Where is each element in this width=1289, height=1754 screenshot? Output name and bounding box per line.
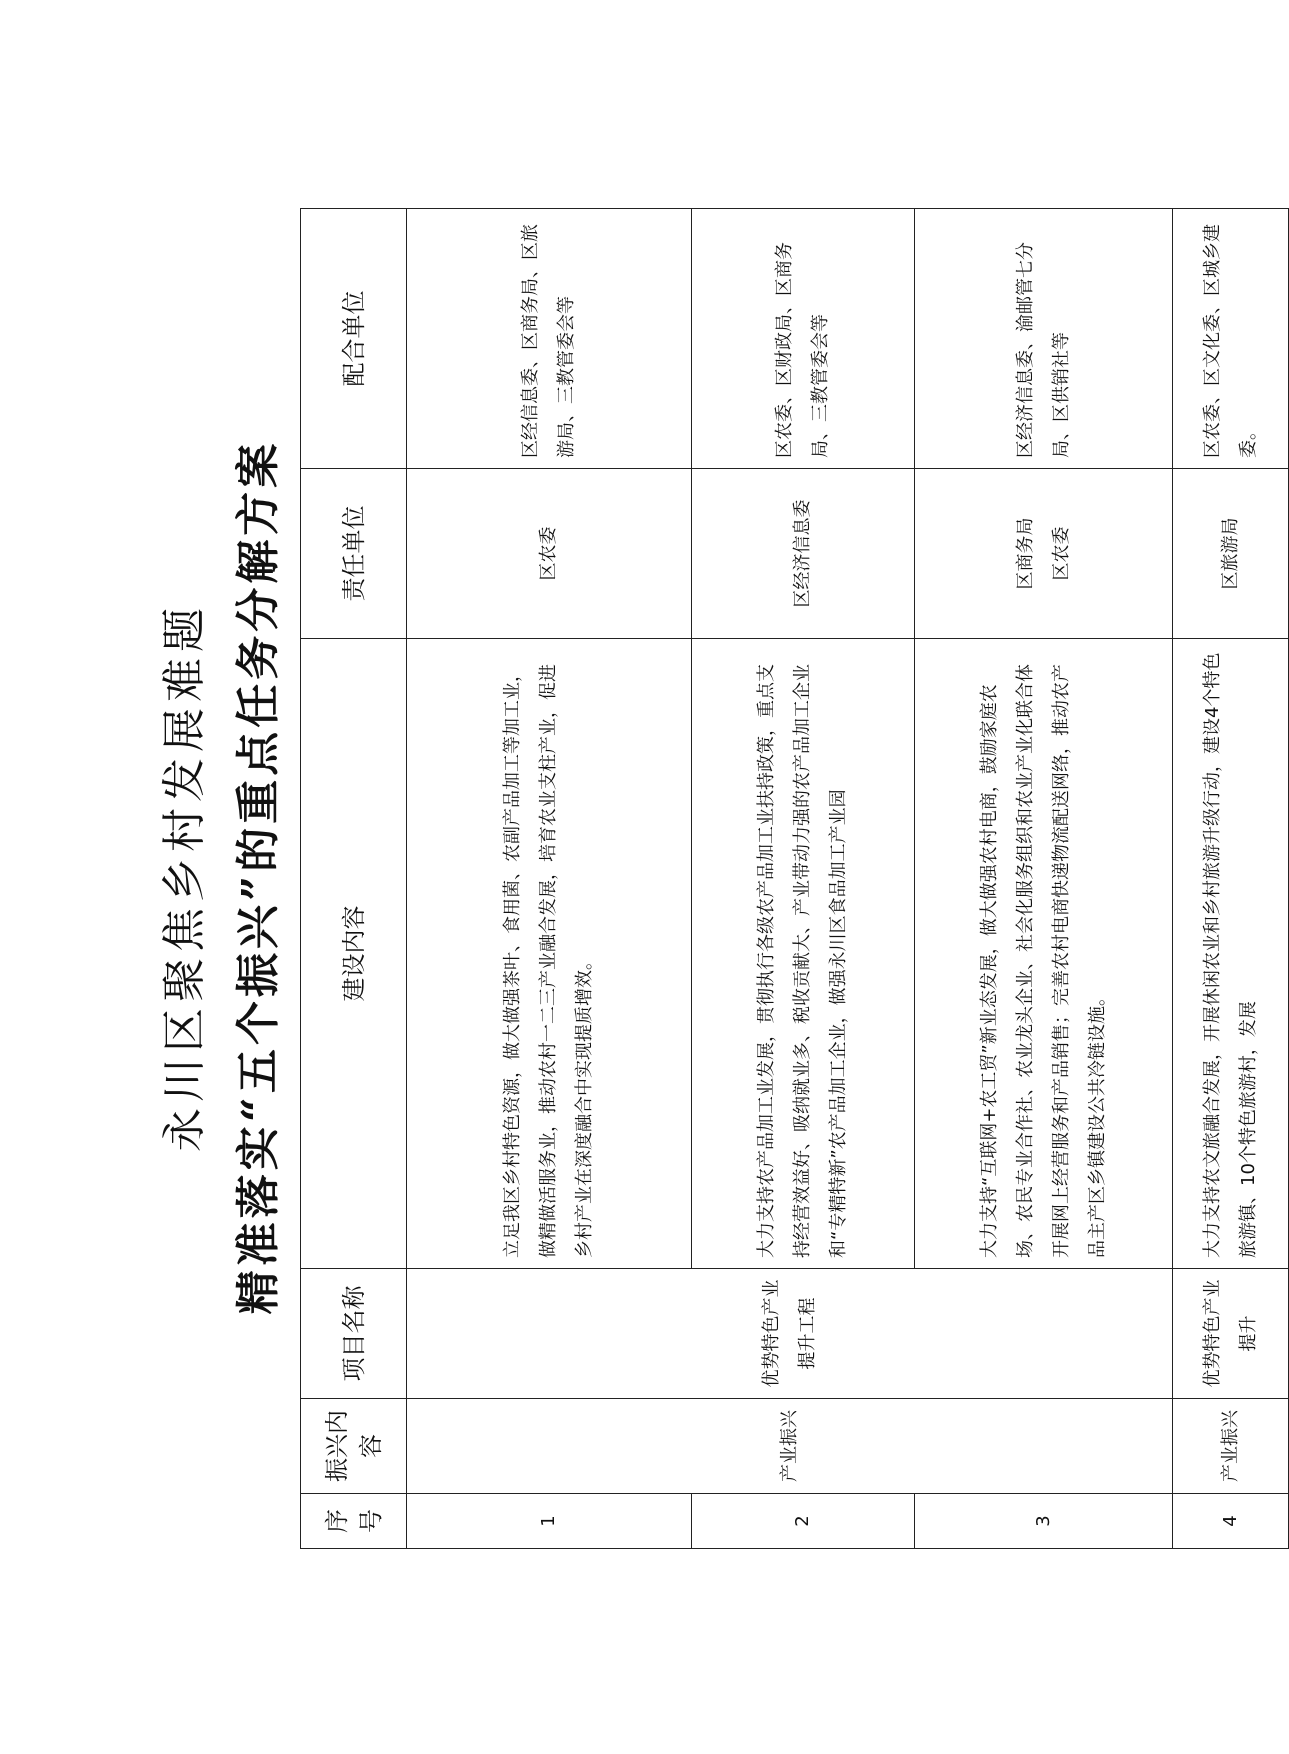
row-content: 大力支持“互联网+农工贸”新业态发展，做大做强农村电商，鼓励家庭农场、农民专业合作社、农业龙头企业、社会化服务组织和农业产业化联合体开展网上经营服务和产品销售；完善农村电商快递物流配送网络，推动农产品主产区乡镇建设公共冷链设施。 [915, 639, 1173, 1269]
table-row [1173, 209, 1289, 1549]
header-responsible: 责任单位 [301, 469, 407, 639]
header-category: 振兴内容 [301, 1399, 407, 1494]
task-table [300, 208, 1289, 1549]
header-cooperating: 配合单位 [301, 209, 407, 469]
row-responsible: 区农委 [407, 469, 692, 639]
document-subtitle: 精准落实“五个振兴”的重点任务分解方案 [233, 439, 284, 1315]
row-project: 优势特色产业提升工程 [407, 1269, 1173, 1399]
row-seq: 1 [407, 1494, 692, 1549]
table-row [407, 209, 692, 1549]
header-project: 项目名称 [301, 1269, 407, 1399]
row-project: 优势特色产业提升 [1173, 1269, 1289, 1399]
row-responsible: 区商务局 区农委 [915, 469, 1173, 639]
row-seq: 2 [692, 1494, 915, 1549]
row-responsible: 区旅游局 [1173, 469, 1289, 639]
row-cooperating: 区农委、区财政局、区商务局、三教管委会等 [692, 209, 915, 469]
document-title: 永川区聚焦乡村发展难题 [159, 602, 210, 1152]
row-content: 大力支持农文旅融合发展，开展休闲农业和乡村旅游升级行动，建设4个特色旅游镇、10个特色旅游村，发展 [1173, 639, 1289, 1269]
row-content: 大力支持农产品加工业发展，贯彻执行各级农产品加工业扶持政策，重点支持经营效益好、吸纳就业多、税收贡献大、产业带动力强的农产品加工企业和“专精特新”农产品加工企业，做强永川区食品加工产业园 [692, 639, 915, 1269]
header-seq: 序号 [301, 1494, 407, 1549]
header-content: 建设内容 [301, 639, 407, 1269]
row-seq: 3 [915, 1494, 1173, 1549]
row-category: 产业振兴 [1173, 1399, 1289, 1494]
row-content: 立足我区乡村特色资源，做大做强茶叶、食用菌、农副产品加工等加工业，做精做活服务业，推动农村一二三产业融合发展，培育农业支柱产业，促进乡村产业在深度融合中实现提质增效。 [407, 639, 692, 1269]
table-header-row [301, 209, 407, 1549]
row-cooperating: 区经济信息委、渝邮管七分局、区供销社等 [915, 209, 1173, 469]
row-cooperating: 区经信息委、区商务局、区旅游局、三教管委会等 [407, 209, 692, 469]
row-responsible: 区经济信息委 [692, 469, 915, 639]
row-seq: 4 [1173, 1494, 1289, 1549]
row-category: 产业振兴 [407, 1399, 1173, 1494]
row-cooperating: 区农委、区文化委、区城乡建委。 [1173, 209, 1289, 469]
